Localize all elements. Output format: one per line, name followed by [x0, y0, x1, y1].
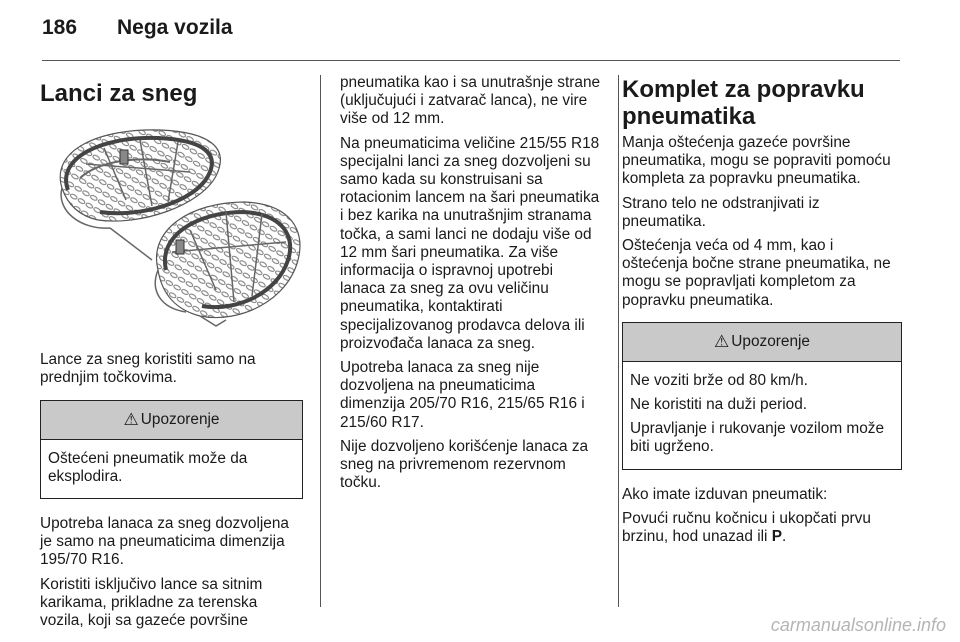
paragraph: Nije dozvoljeno korišćenje lanaca za sneg na privremenom rezervnom točku. — [340, 437, 589, 492]
warning-body — [623, 362, 901, 469]
warning-title: Upozorenje — [731, 332, 810, 350]
paragraph: Ako imate izduvan pneumatik: — [622, 485, 828, 503]
paragraph: Strano telo ne odstranjivati iz pneumatika. — [622, 194, 820, 230]
snow-chain-right — [155, 202, 300, 326]
heading-tire-repair-kit: Komplet za popravku pneumatika — [622, 76, 865, 130]
warning-body — [41, 440, 302, 498]
page-number: 186 — [42, 16, 78, 39]
section-title: Nega vozila — [117, 16, 233, 39]
paragraph — [622, 510, 902, 546]
warning-title: Upozorenje — [140, 410, 220, 428]
column-divider-1 — [320, 75, 321, 607]
warning-box — [40, 400, 303, 499]
page-header — [42, 16, 233, 50]
warning-box — [622, 322, 902, 470]
warning-item: Upravljanje i rukovanje vozilom može biti ugrženo. — [630, 420, 885, 456]
warning-triangle-icon: ⚠ — [123, 409, 139, 429]
heading-snow-chains: Lanci za sneg — [40, 80, 198, 107]
text-run: Povući ručnu kočnicu i ukopčati prvu brzinu, hod unazad ili — [622, 509, 871, 546]
paragraph: Na pneumaticima veličine 215/55 R18 specijalni lanci za sneg dozvoljeni su samo kada su konstruisani sa rotacionim lancem na šari pneumatika i bez karika na unutrašnjim stranama točka, a sami lanci ne dodaju više od 12 mm šari pneumatika. Za više informacija o ispravnoj upotrebi lanaca za sneg za ovu veličinu pneumatika, kontaktirati specijalizovanog prodavca delova ili proizvođača lanaca za sneg. — [340, 134, 600, 352]
paragraph: Upotreba lanaca za sneg dozvoljena je samo na pneumaticima dimenzija 195/70 R16. — [40, 515, 289, 569]
warning-header — [41, 401, 302, 440]
warning-header — [623, 323, 901, 362]
paragraph: Lance za sneg koristiti samo na prednjim točkovima. — [40, 351, 256, 387]
paragraph: Upotreba lanaca za sneg nije dozvoljena na pneumaticima dimenzija 205/70 R16, 215/65 R16 i 215/60 R17. — [340, 359, 585, 431]
paragraph: Koristiti isključivo lance sa sitnim karikama, prikladne za terenska vozila, koji sa gazeće površine — [40, 575, 263, 630]
column-2 — [340, 74, 602, 498]
warning-item: Ne voziti brže od 80 km/h. — [630, 371, 808, 389]
warning-item: Ne koristiti na duži period. — [630, 396, 808, 414]
paragraph: Oštećenja veća od 4 mm, kao i oštećenja bočne strane pneumatika, ne mogu se popravljati kompletom za popravku pneumatika. — [622, 237, 891, 309]
warning-triangle-icon: ⚠ — [714, 331, 730, 351]
paragraph: Manja oštećenja gazeće površine pneumatika, mogu se popraviti pomoću kompleta za popravku pneumatika. — [622, 134, 891, 188]
gear-p-label: P — [771, 528, 782, 546]
column-3 — [622, 74, 902, 552]
watermark: carmanualsonline.info — [770, 615, 946, 635]
warning-text: Oštećeni pneumatik može da eksplodira. — [48, 449, 248, 485]
text-run: . — [782, 528, 787, 546]
header-divider — [42, 60, 900, 61]
paragraph: pneumatika kao i sa unutrašnje strane (uključujući i zatvarač lanca), ne vire više od 12 mm. — [340, 74, 601, 128]
snow-chain-illustration — [40, 120, 302, 334]
column-1 — [40, 74, 303, 636]
column-divider-2 — [618, 75, 619, 607]
